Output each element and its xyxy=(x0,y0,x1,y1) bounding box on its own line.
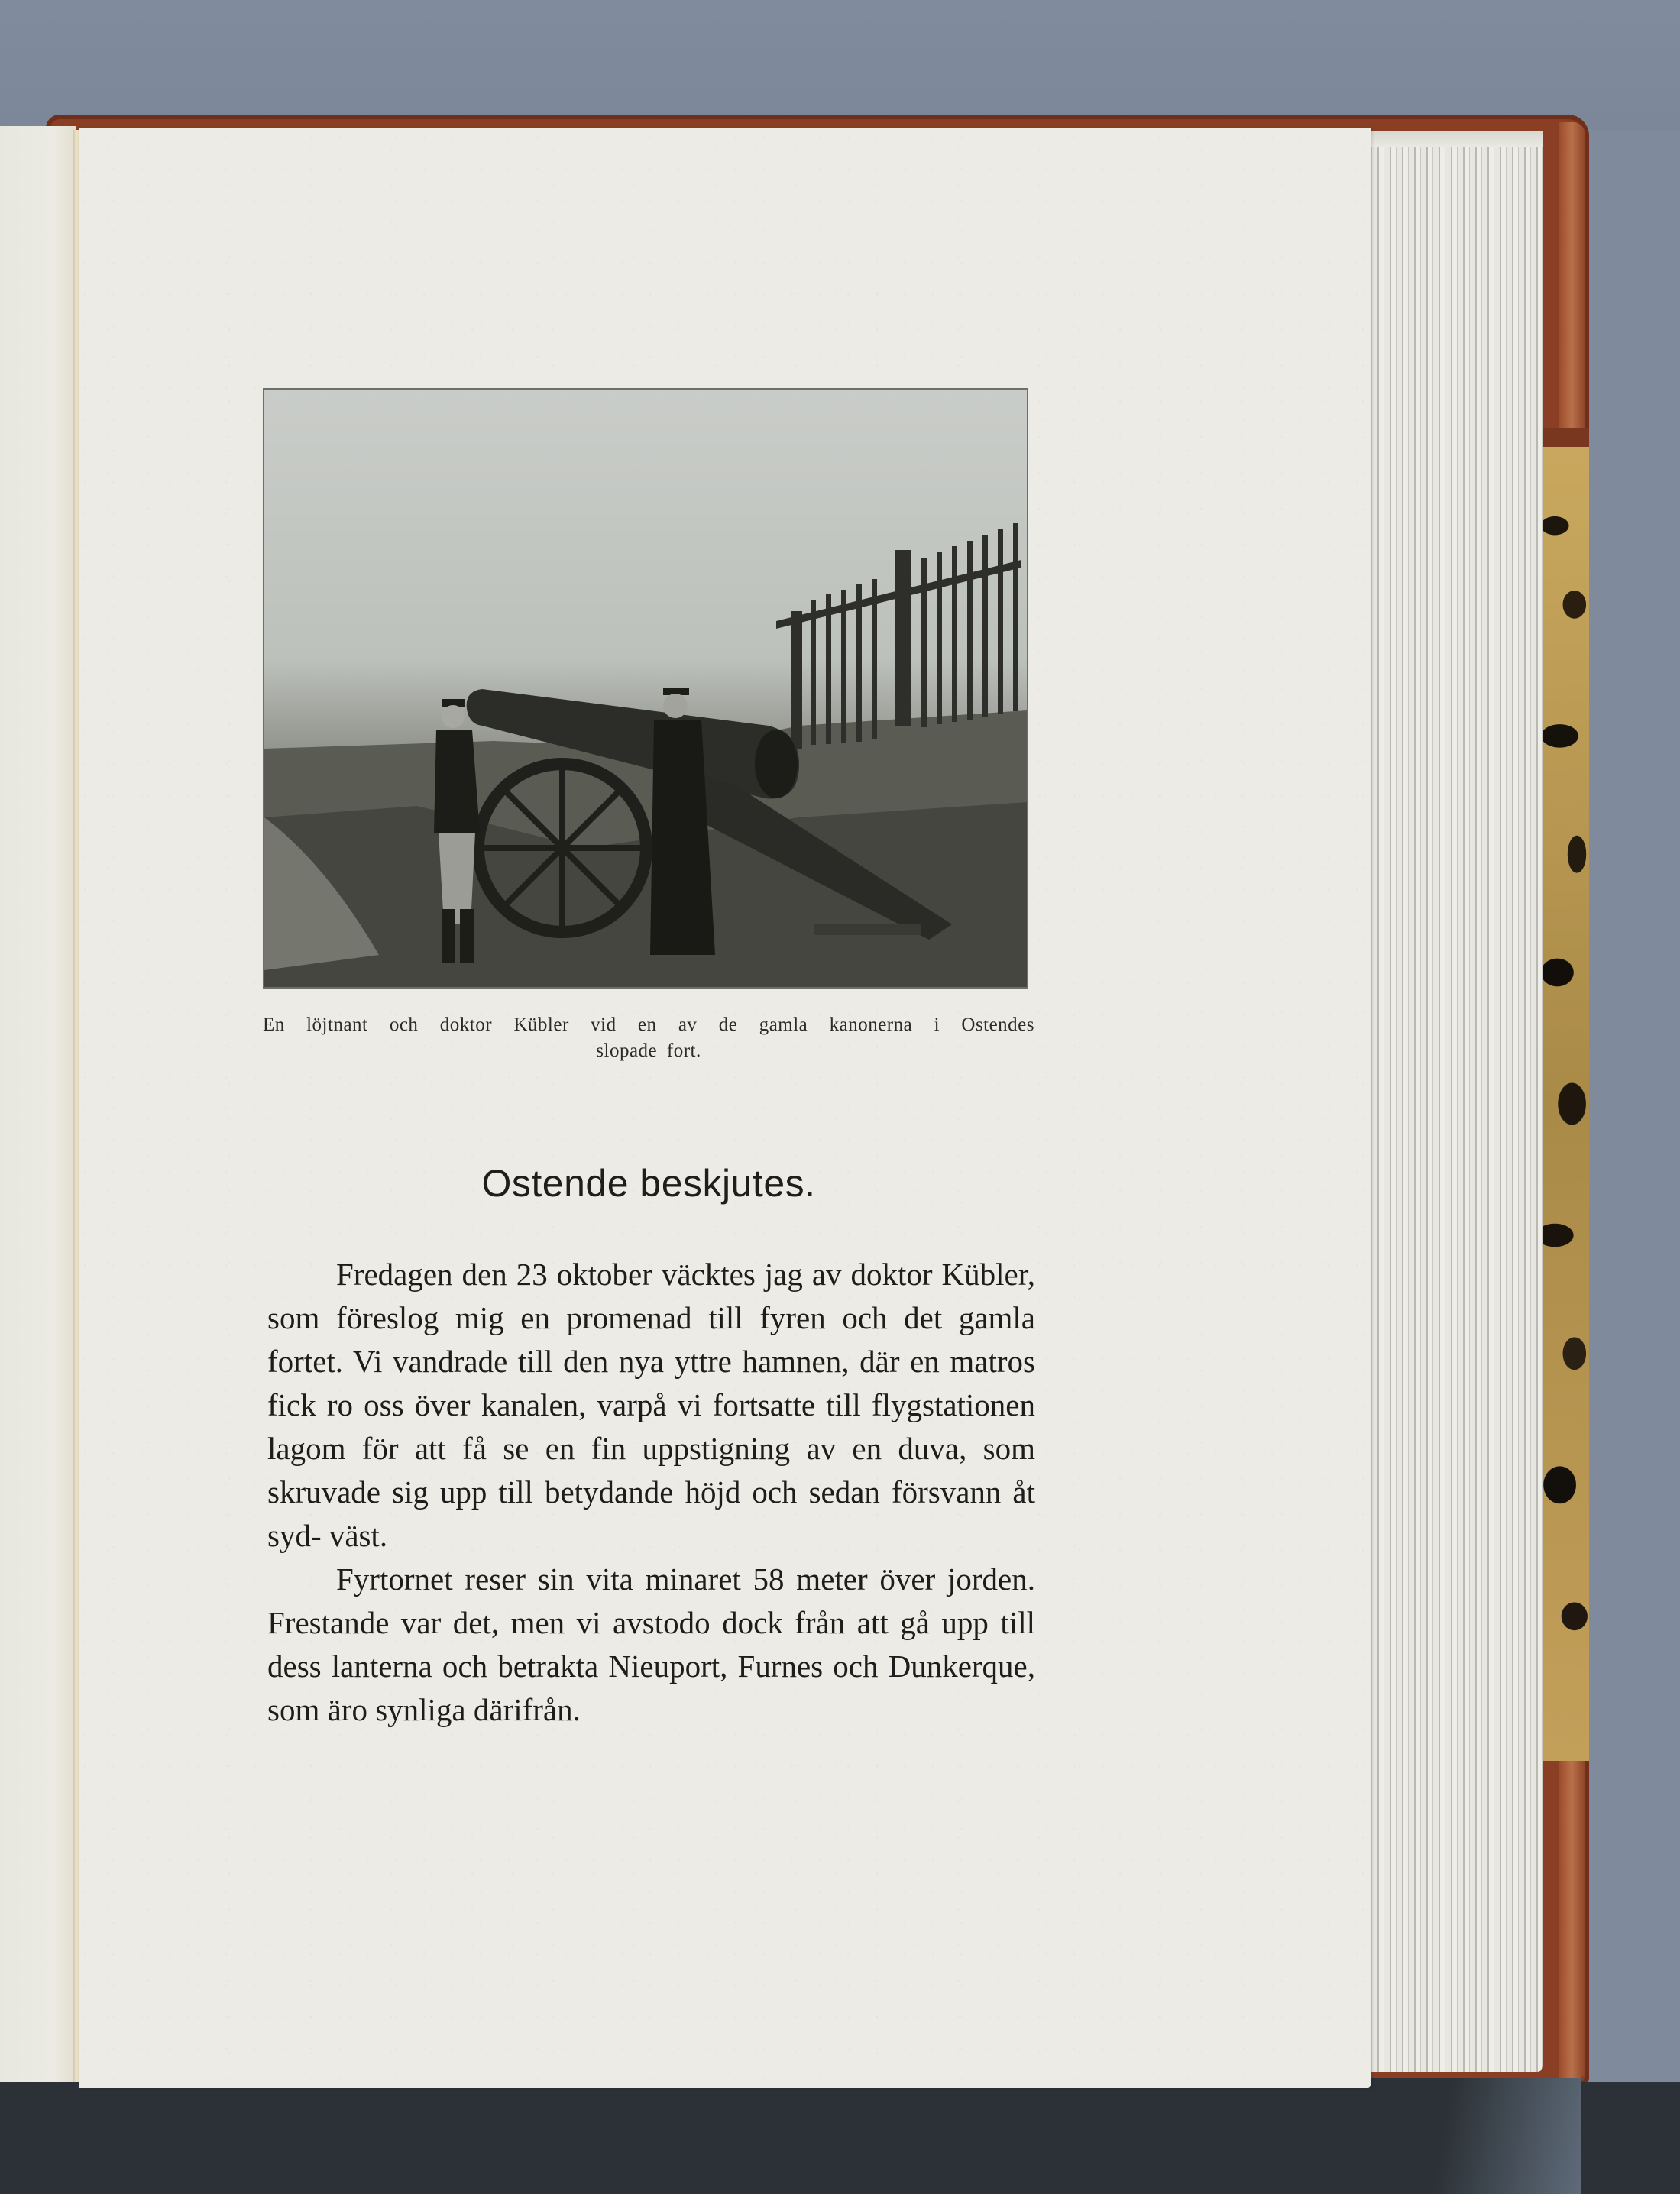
cannon-photo-icon xyxy=(263,388,1028,989)
book-shadow-right xyxy=(1352,2078,1581,2194)
paragraph-2: Fyrtornet reser sin vita minaret 58 meter över jorden. Frestande var det, men vi avstodo dock från att gå upp till dess lanterna och betrakta Nieuport, Furnes och Dunkerque, som äro synliga därifrån. xyxy=(267,1561,1035,1727)
photo-illustration xyxy=(264,390,1027,987)
photo-caption xyxy=(263,1012,1034,1064)
facing-left-page xyxy=(0,126,76,2082)
book-gutter xyxy=(73,130,79,2082)
page-stack-top-edge xyxy=(1360,131,1543,147)
caption-line-1: En löjtnant och doktor Kübler vid en av de gamla kanonerna i Ostendes xyxy=(263,1014,1034,1035)
chapter-heading: Ostende beskjutes. xyxy=(481,1162,816,1205)
marbled-paper-board xyxy=(1540,447,1589,1761)
fore-edge-page-stack xyxy=(1360,131,1543,2072)
scan-backdrop xyxy=(0,0,1680,130)
paragraph-1: Fredagen den 23 oktober väcktes jag av doktor Kübler, som föreslog mig en promenad till fyren och det gamla fortet. Vi vandrade till den nya yttre hamnen, där en matros fick ro oss över kanalen, varpå vi fortsatte till flygstationen lagom för att få se en fin uppstigning av en duva, som skruvade sig upp till betydande höjd och sedan försvann åt syd- väst. xyxy=(267,1257,1035,1553)
caption-line-2: slopade fort. xyxy=(596,1040,701,1061)
body-text xyxy=(267,1253,1035,1732)
